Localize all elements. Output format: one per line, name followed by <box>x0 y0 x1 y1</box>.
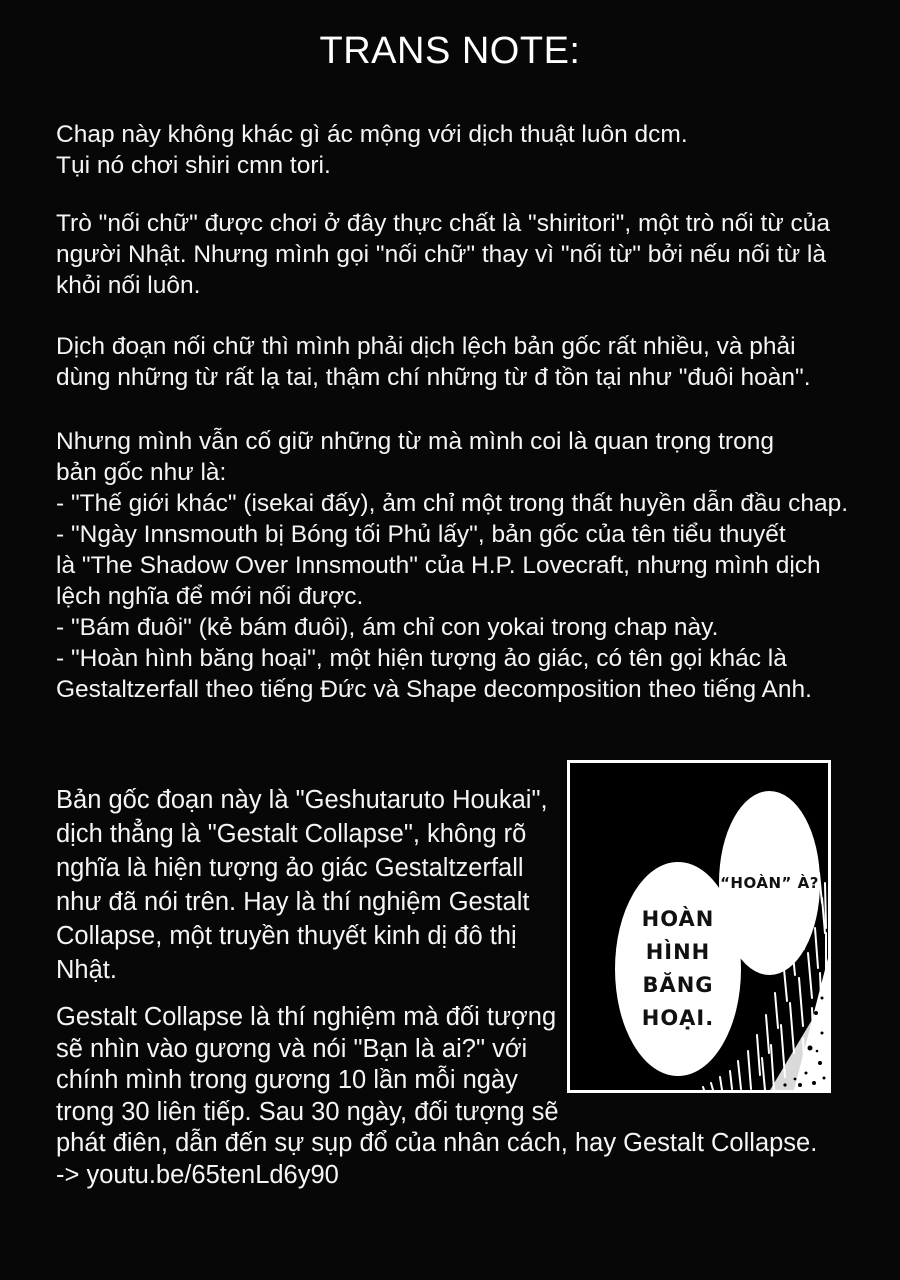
youtube-link-text: -> youtu.be/65tenLd6y90 <box>56 1160 339 1189</box>
bubble-text-line: HOẠI. <box>641 1006 715 1030</box>
text-line: người Nhật. Nhưng mình gọi "nối chữ" thay vì "nối từ" bởi nếu nối từ là <box>56 241 826 268</box>
bubble-text-line: HOÀN <box>641 907 715 931</box>
text-line: phát điên, dẫn đến sự sụp đổ của nhân cách, hay Gestalt Collapse. <box>56 1129 818 1157</box>
manga-panel-image <box>567 760 831 1093</box>
list-item-line: - "Hoàn hình băng hoại", một hiện tượng ảo giác, có tên gọi khác là <box>56 645 787 672</box>
bubble-text-line: “HOÀN” À? <box>720 874 819 892</box>
gestalt-origin-paragraph <box>56 783 548 987</box>
list-item-line: - "Bám đuôi" (kẻ bám đuôi), ám chỉ con yokai trong chap này. <box>56 614 719 641</box>
intro-paragraph <box>56 119 688 181</box>
text-line: Trò "nối chữ" được chơi ở đây thực chất là "shiritori", một trò nối từ của <box>56 210 831 237</box>
translation-difficulty-paragraph <box>56 331 811 393</box>
bubble-text-line: BĂNG <box>642 973 714 997</box>
speech-bubble-left <box>615 862 741 1076</box>
shiritori-paragraph <box>56 208 830 301</box>
text-line: Tụi nó chơi shiri cmn tori. <box>56 152 331 179</box>
text-line: Collapse, một truyền thuyết kinh dị đô thị <box>56 922 517 950</box>
list-item-line: lệch nghĩa để mới nối được. <box>56 583 364 610</box>
text-line: Gestalt Collapse là thí nghiệm mà đối tượng <box>56 1003 557 1031</box>
list-item-line: Gestaltzerfall theo tiếng Đức và Shape decomposition theo tiếng Anh. <box>56 676 812 703</box>
list-item-line: - "Ngày Innsmouth bị Bóng tối Phủ lấy", bản gốc của tên tiểu thuyết <box>56 521 786 548</box>
text-line: khỏi nối luôn. <box>56 272 201 299</box>
text-line: Nhật. <box>56 956 117 984</box>
text-line: bản gốc như là: <box>56 459 227 486</box>
list-item-line: là "The Shadow Over Innsmouth" của H.P. Lovecraft, nhưng mình dịch <box>56 552 821 579</box>
text-line: Dịch đoạn nối chữ thì mình phải dịch lệch bản gốc rất nhiều, và phải <box>56 333 796 360</box>
text-line: nghĩa là hiện tượng ảo giác Gestaltzerfall <box>56 854 524 882</box>
kept-terms-paragraph <box>56 426 848 705</box>
text-line: sẽ nhìn vào gương và nói "Bạn là ai?" với <box>56 1034 528 1063</box>
text-line: trong 30 liên tiếp. Sau 30 ngày, đối tượng sẽ <box>56 1097 559 1126</box>
list-item-line: - "Thế giới khác" (isekai đấy), ảm chỉ một trong thất huyền dẫn đầu chap. <box>56 490 849 517</box>
page-title: TRANS NOTE: <box>319 30 581 72</box>
text-line: Chap này không khác gì ác mộng với dịch thuật luôn dcm. <box>56 121 688 148</box>
bubble-text-line: HÌNH <box>645 940 711 964</box>
text-line: chính mình trong gương 10 lần mỗi ngày <box>56 1066 518 1094</box>
text-line: Nhưng mình vẫn cố giữ những từ mà mình coi là quan trọng trong <box>56 428 774 455</box>
text-line: như đã nói trên. Hay là thí nghiệm Gestalt <box>56 888 530 916</box>
text-line: Bản gốc đoạn này là "Geshutaruto Houkai", <box>56 786 548 814</box>
text-line: dịch thẳng là "Gestalt Collapse", không rõ <box>56 820 527 848</box>
text-line: dùng những từ rất lạ tai, thậm chí những từ đ tồn tại như "đuôi hoàn". <box>56 364 811 391</box>
